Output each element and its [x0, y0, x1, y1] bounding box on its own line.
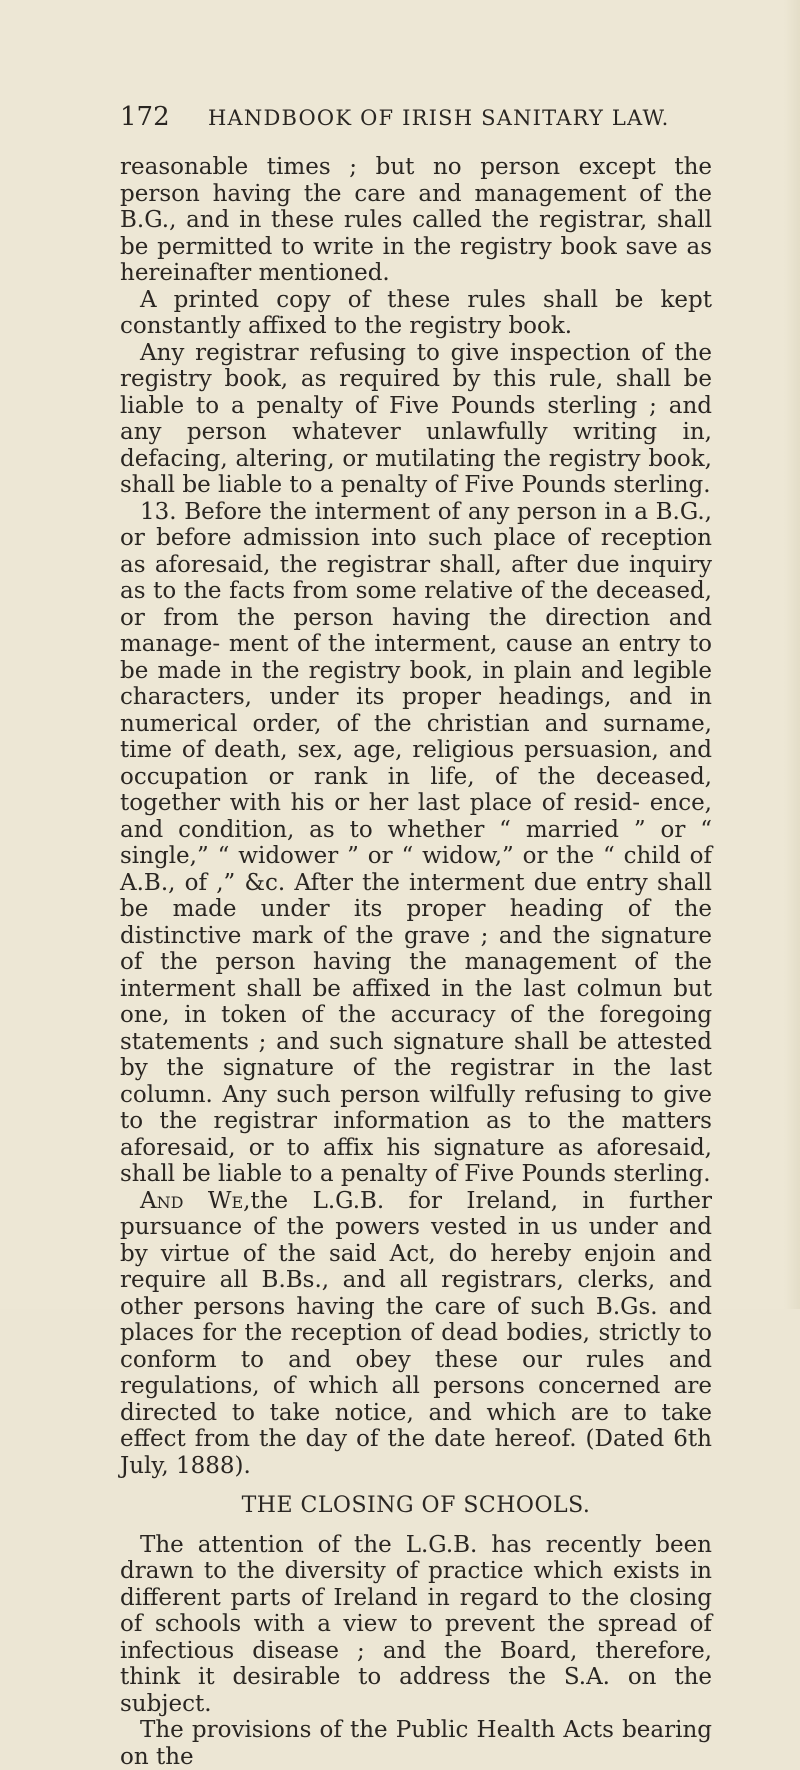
paragraph-provisions: The provisions of the Public Health Acts bearing on the [120, 1717, 712, 1770]
paragraph-rule-13: 13. Before the interment of any person in a B.G., or before admission into such place of reception as aforesaid, the registrar shall, after due inquiry as to the facts from some relative of the deceased, or from the person having the direction and manage- ment of the interment, cause an entry to be made in the registry book, in plain and legible characters, under its proper headings, and in numerical order, of the christian and surname, time of death, sex, age, religious persuasion, and occupation or rank in life, of the deceased, together with his or her last place of resid- ence, and condition, as to whether “ married ” or “ single,” “ widower ” or “ widow,” or the “ child of A.B., of ,” &c. After the interment due entry shall be made under its proper heading of the distinctive mark of the grave ; and the signature of the person having the management of the interment shall be affixed in the last colmun but one, in token of the accuracy of the foregoing statements ; and such signature shall be attested by the signature of the registrar in the last column. Any such person wilfully refusing to give to the registrar information as to the matters aforesaid, or to affix his signature as aforesaid, shall be liable to a penalty of Five Pounds sterling. [120, 498, 712, 1187]
page-body [120, 154, 712, 1770]
paragraph-enjoinder [120, 1188, 712, 1480]
paragraph-continuation: reasonable times ; but no person except the person having the care and management of the B.G., and in these rules called the registrar, shall be permitted to write in the registry book save as hereinafter mentioned. [120, 154, 712, 286]
page-header [120, 102, 720, 132]
enjoinder-text: the L.G.B. for Ireland, in further pursuance of the powers vested in us under and by virtue of the said Act, do hereby enjoin and require all B.Bs., and all registrars, clerks, and other persons having the care of such B.Gs. and places for the reception of dead bodies, strictly to conform to and obey these our rules and regulations, of which all persons concerned are directed to take notice, and which are to take effect from the day of the date hereof. (Dated 6th July, 1888). [120, 1187, 712, 1479]
paragraph-printed-copy: A printed copy of these rules shall be kept constantly affixed to the registry book. [120, 286, 712, 339]
section-heading: THE CLOSING OF SCHOOLS. [241, 1493, 591, 1518]
paragraph-schools: The attention of the L.G.B. has recently been drawn to the diversity of practice which exists in different parts of Ireland in regard to the closing of schools with a view to prevent the spread of infectious disease ; and the Board, therefore, think it desirable to address the S.A. on the subject. [120, 1531, 712, 1717]
running-title: HANDBOOK OF IRISH SANITARY LAW. [208, 106, 670, 130]
page-number: 172 [120, 102, 170, 132]
enjoinder-lead: And We, [140, 1187, 251, 1214]
page-edge [784, 0, 800, 1309]
paragraph-penalty: Any registrar refusing to give inspection of the registry book, as required by this rule, shall be liable to a penalty of Five Pounds sterling ; and any person whatever unlawfully writing in, defacing, altering, or mutilating the registry book, shall be liable to a penalty of Five Pounds sterling. [120, 339, 712, 498]
